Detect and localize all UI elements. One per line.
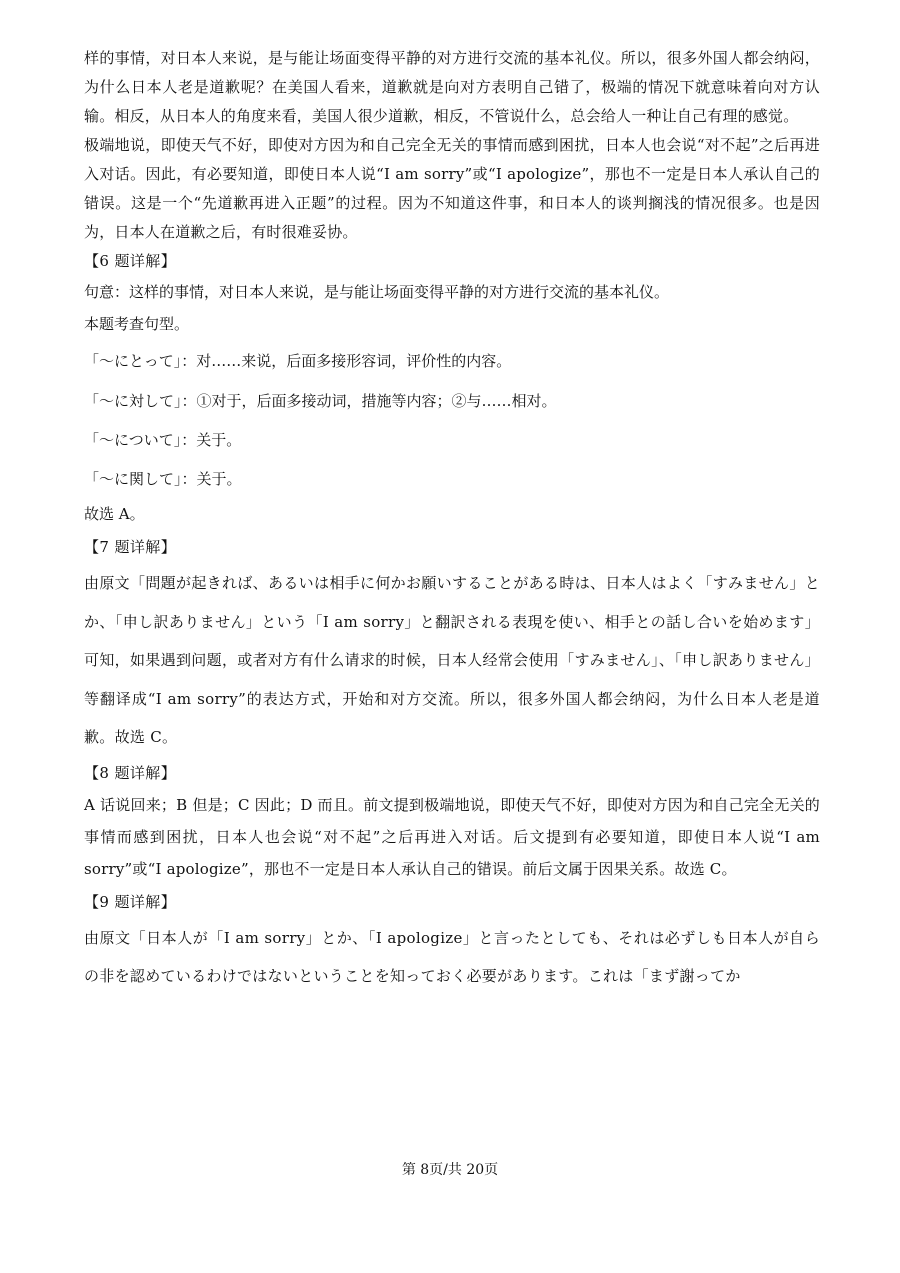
q8-body: A 话说回来；B 但是；C 因此；D 而且。前文提到极端地说，即使天气不好，即使对方因为和自己完全无关的事情而感到困扰，日本人也会说“对不起”之后再进入对话。后文提到有必要知道，即使日本人说“I am sorry”或“I apologize”，那也不一定是日本人承认自己的错误。前后文属于因果关系。故选 C。 <box>84 795 820 878</box>
q6-answer: 故选 A。 <box>84 505 145 523</box>
q6-topic: 本题考查句型。 <box>84 315 190 333</box>
q8-heading: 【8 题详解】 <box>84 763 177 782</box>
q7-heading: 【7 题详解】 <box>84 538 177 556</box>
q6-item-2: 「～に対して」：①对于，后面多接动词，措施等内容；②与……相对。 <box>84 392 557 410</box>
q6-heading: 【6 题详解】 <box>84 252 177 270</box>
q6-item-1: 「～にとって」：对……来说，后面多接形容词，评价性的内容。 <box>84 352 512 370</box>
paragraph-intro-1: 样的事情，对日本人来说，是与能让场面变得平静的对方进行交流的基本礼仪。所以，很多外国人都会纳闷，为什么日本人老是道歉呢？在美国人看来，道歉就是向对方表明自己错了，极端的情况下就意味着向对方认输。相反，从日本人的角度来看，美国人很少道歉，相反，不管说什么，总会给人一种让自己有理的感觉。 <box>84 49 820 125</box>
page-content <box>84 44 820 996</box>
q6-item-3: 「～について」：关于。 <box>84 431 242 449</box>
q9-heading: 【9 题详解】 <box>84 892 177 911</box>
paragraph-intro-2: 极端地说，即使天气不好，即使对方因为和自己完全无关的事情而感到困扰，日本人也会说“对不起”之后再进入对话。因此，有必要知道，即使日本人说“I am sorry”或“I apologize”，那也不一定是日本人承认自己的错误。这是一个“先道歉再进入正题”的过程。因为不知道这件事，和日本人的谈判搁浅的情况很多。也是因为，日本人在道歉之后，有时很难妥协。 <box>84 136 820 241</box>
q6-item-4: 「～に関して」：关于。 <box>84 470 242 488</box>
q7-body: 由原文「問題が起きれば、あるいは相手に何かお願いすることがある時は、日本人はよく「すみません」とか、「申し訳ありません」という「I am sorry」と翻訳される表現を使い、相手との話し合いを始めます」可知，如果遇到问题，或者对方有什么请求的时候，日本人经常会使用「すみません」、「申し訳ありません」等翻译成“I am sorry”的表达方式，开始和对方交流。所以，很多外国人都会纳闷，为什么日本人老是道歉。故选 C。 <box>84 574 820 746</box>
page-footer: 第 8页/共 20页 <box>401 1162 499 1178</box>
q6-meaning: 句意：这样的事情，对日本人来说，是与能让场面变得平静的对方进行交流的基本礼仪。 <box>84 283 670 301</box>
q9-body: 由原文「日本人が「I am sorry」とか、「I apologize」と言ったとしても、それは必ずしも日本人が自らの非を認めているわけではないということを知っておく必要があります。これは「まず謝ってか <box>84 928 820 985</box>
